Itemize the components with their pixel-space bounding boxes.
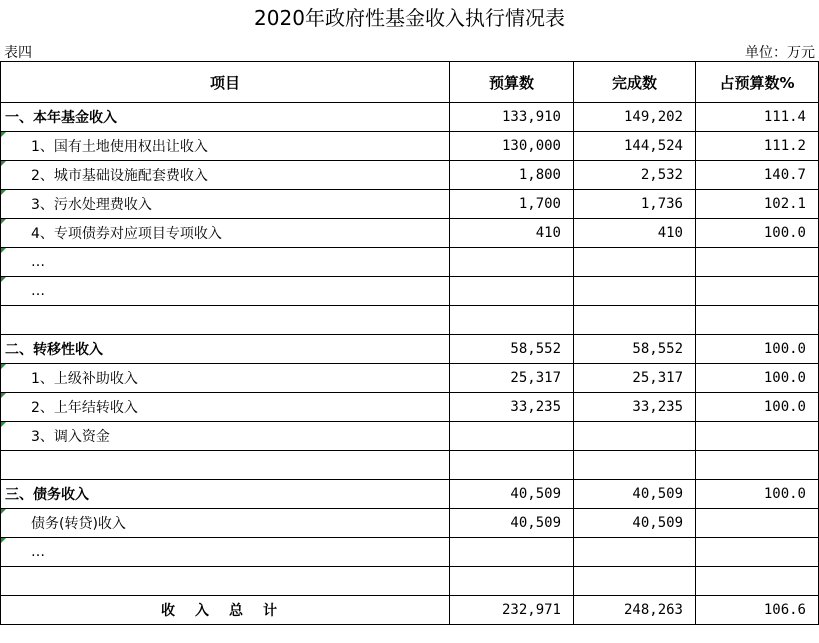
budget-cell[interactable]: 58,552	[450, 335, 574, 364]
table-row	[1, 103, 819, 132]
header-actual[interactable]: 完成数	[574, 62, 696, 103]
actual-cell[interactable]: 1,736	[574, 190, 696, 219]
budget-cell[interactable]: 130,000	[450, 132, 574, 161]
row-item-cell[interactable]: 二、转移性收入	[1, 335, 450, 364]
percent-cell[interactable]	[696, 509, 819, 538]
percent-cell[interactable]: 140.7	[696, 161, 819, 190]
percent-cell[interactable]	[696, 567, 819, 596]
percent-cell[interactable]	[696, 538, 819, 567]
row-item-cell[interactable]: 2、上年结转收入	[1, 393, 450, 422]
budget-cell[interactable]: 410	[450, 219, 574, 248]
budget-cell[interactable]	[450, 277, 574, 306]
row-item-cell[interactable]	[1, 567, 450, 596]
budget-cell[interactable]	[450, 248, 574, 277]
total-row	[1, 596, 819, 625]
budget-cell[interactable]: 25,317	[450, 364, 574, 393]
total-budget-cell[interactable]: 232,971	[450, 596, 574, 625]
actual-cell[interactable]	[574, 306, 696, 335]
table-row	[1, 451, 819, 480]
table-row	[1, 509, 819, 538]
fund-income-table	[0, 61, 819, 625]
percent-cell[interactable]	[696, 277, 819, 306]
actual-cell[interactable]	[574, 277, 696, 306]
table-row	[1, 190, 819, 219]
header-percent[interactable]: 占预算数%	[696, 62, 819, 103]
percent-cell[interactable]: 111.2	[696, 132, 819, 161]
budget-cell[interactable]	[450, 422, 574, 451]
percent-cell[interactable]: 100.0	[696, 393, 819, 422]
actual-cell[interactable]: 40,509	[574, 480, 696, 509]
table-row	[1, 567, 819, 596]
actual-cell[interactable]: 410	[574, 219, 696, 248]
unit-label: 单位：万元	[745, 45, 815, 61]
budget-cell[interactable]	[450, 567, 574, 596]
table-row	[1, 364, 819, 393]
table-row	[1, 538, 819, 567]
actual-cell[interactable]: 58,552	[574, 335, 696, 364]
table-row	[1, 219, 819, 248]
table-row	[1, 393, 819, 422]
percent-cell[interactable]: 100.0	[696, 335, 819, 364]
row-item-cell[interactable]: 3、污水处理费收入	[1, 190, 450, 219]
header-budget[interactable]: 预算数	[450, 62, 574, 103]
row-item-cell[interactable]	[1, 306, 450, 335]
row-item-cell[interactable]: 一、本年基金收入	[1, 103, 450, 132]
percent-cell[interactable]: 100.0	[696, 364, 819, 393]
percent-cell[interactable]: 111.4	[696, 103, 819, 132]
budget-cell[interactable]: 133,910	[450, 103, 574, 132]
table-row	[1, 306, 819, 335]
row-item-cell[interactable]: 3、调入资金	[1, 422, 450, 451]
row-item-cell[interactable]: 1、国有土地使用权出让收入	[1, 132, 450, 161]
table-row	[1, 422, 819, 451]
actual-cell[interactable]	[574, 567, 696, 596]
row-item-cell[interactable]: 债务(转贷)收入	[1, 509, 450, 538]
total-percent-cell[interactable]: 106.6	[696, 596, 819, 625]
table-row	[1, 480, 819, 509]
budget-cell[interactable]: 40,509	[450, 509, 574, 538]
row-item-cell[interactable]: 三、债务收入	[1, 480, 450, 509]
actual-cell[interactable]: 40,509	[574, 509, 696, 538]
row-item-cell[interactable]: …	[1, 538, 450, 567]
row-item-cell[interactable]: 4、专项债券对应项目专项收入	[1, 219, 450, 248]
row-item-cell[interactable]: 2、城市基础设施配套费收入	[1, 161, 450, 190]
percent-cell[interactable]	[696, 451, 819, 480]
row-item-cell[interactable]	[1, 451, 450, 480]
total-label-cell[interactable]: 收入总计	[1, 596, 450, 625]
actual-cell[interactable]: 144,524	[574, 132, 696, 161]
actual-cell[interactable]	[574, 248, 696, 277]
header-row	[1, 62, 819, 103]
table-row	[1, 248, 819, 277]
actual-cell[interactable]: 149,202	[574, 103, 696, 132]
budget-cell[interactable]: 1,700	[450, 190, 574, 219]
header-item[interactable]: 项目	[1, 62, 450, 103]
actual-cell[interactable]	[574, 451, 696, 480]
percent-cell[interactable]: 102.1	[696, 190, 819, 219]
budget-cell[interactable]	[450, 451, 574, 480]
page-title: 2020年政府性基金收入执行情况表	[254, 6, 565, 30]
actual-cell[interactable]	[574, 422, 696, 451]
percent-cell[interactable]	[696, 306, 819, 335]
percent-cell[interactable]	[696, 422, 819, 451]
table-row	[1, 335, 819, 364]
row-item-cell[interactable]: 1、上级补助收入	[1, 364, 450, 393]
table-row	[1, 132, 819, 161]
budget-cell[interactable]	[450, 306, 574, 335]
row-item-cell[interactable]: …	[1, 277, 450, 306]
budget-cell[interactable]	[450, 538, 574, 567]
row-item-cell[interactable]: …	[1, 248, 450, 277]
actual-cell[interactable]: 33,235	[574, 393, 696, 422]
total-actual-cell[interactable]: 248,263	[574, 596, 696, 625]
actual-cell[interactable]: 25,317	[574, 364, 696, 393]
table-row	[1, 277, 819, 306]
sheet-label: 表四	[4, 45, 32, 61]
percent-cell[interactable]: 100.0	[696, 219, 819, 248]
actual-cell[interactable]	[574, 538, 696, 567]
actual-cell[interactable]: 2,532	[574, 161, 696, 190]
table-row	[1, 161, 819, 190]
budget-cell[interactable]: 33,235	[450, 393, 574, 422]
percent-cell[interactable]	[696, 248, 819, 277]
budget-cell[interactable]: 1,800	[450, 161, 574, 190]
budget-cell[interactable]: 40,509	[450, 480, 574, 509]
percent-cell[interactable]: 100.0	[696, 480, 819, 509]
